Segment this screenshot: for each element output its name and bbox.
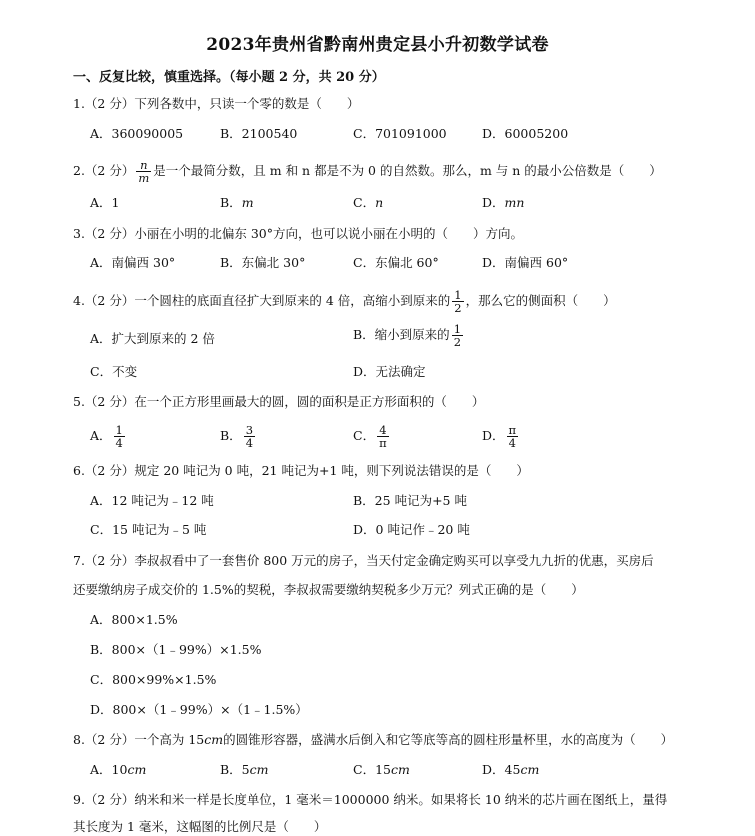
question-5: 5.（2 分）在一个正方形里画最大的圆，圆的面积是正方形面积的（ ） [73,394,485,409]
question-7-line1: 7.（2 分）李叔叔看中了一套售价 800 万元的房子，当天付定金确定购买可以享受九九折的优惠，买房后 [73,553,654,568]
q3-option-a[interactable]: A．南偏西 30° [90,255,176,270]
q2-number: 2.（2 分） [73,163,135,178]
q6-option-c[interactable]: C．15 吨记为﹣5 吨 [90,522,207,537]
q6-option-d[interactable]: D．0 吨记作﹣20 吨 [353,522,470,537]
q4-fraction: $\frac{1}{2}$ [454,288,462,315]
q8-option-a[interactable]: A．10cm [90,762,147,777]
q8-option-d[interactable]: D．45cm [482,762,540,777]
q4-option-a[interactable]: A．扩大到原来的 2 倍 [90,331,215,346]
q5-option-c[interactable]: C． $\frac{4}{\pi}$ [353,423,387,450]
q5-option-a[interactable]: A． $\frac{1}{4}$ [90,423,123,450]
q3-option-c[interactable]: C．东偏北 60° [353,255,439,270]
question-4: 4.（2 分）一个圆柱的底面直径扩大到原来的 4 倍，高缩小到原来的 $\frac{1}{2}$ ，那么它的侧面积（ ） [73,288,616,315]
q2-option-c[interactable]: C．n [353,195,384,210]
exam-title: 2023年贵州省黔南州贵定县小升初数学试卷 [206,35,549,55]
question-6: 6.（2 分）规定 20 吨记为 0 吨，21 吨记为+1 吨，则下列说法错误的是（ ） [73,463,529,478]
question-9-line2: 其长度为 1 毫米，这幅图的比例尺是（ ） [73,819,327,834]
question-9-line1: 9.（2 分）纳米和米一样是长度单位，1 毫米＝1000000 纳米。如果将长 10 纳米的芯片画在图纸上，量得 [73,792,668,807]
q7-option-b[interactable]: B．800×（1﹣99%）×1.5% [90,642,262,657]
q1-option-b[interactable]: B．2100540 [220,126,298,141]
question-3: 3.（2 分）小丽在小明的北偏东 30°方向，也可以说小丽在小明的（ ）方向。 [73,226,523,241]
q6-option-a[interactable]: A．12 吨记为﹣12 吨 [90,493,214,508]
q2-option-d[interactable]: D．mn [482,195,525,210]
q5-option-d[interactable]: D． $\frac{\pi}{4}$ [482,423,517,450]
question-2 [73,159,662,184]
q2-option-a[interactable]: A．1 [90,195,120,210]
q3-option-b[interactable]: B．东偏北 30° [220,255,306,270]
question-1: 1.（2 分）下列各数中，只读一个零的数是（ ） [73,96,360,111]
q7-option-c[interactable]: C．800×99%×1.5% [90,672,217,687]
q7-option-a[interactable]: A．800×1.5% [90,612,178,627]
q8-option-b[interactable]: B．5cm [220,762,269,777]
question-8: 8.（2 分）一个高为 15cm的圆锥形容器，盛满水后倒入和它等底等高的圆柱形量杯里，水的高度为（ ） [73,732,674,747]
q3-option-d[interactable]: D．南偏西 60° [482,255,569,270]
section-heading: 一、反复比较，慎重选择。（每小题 2 分，共 20 分） [73,70,385,85]
q4-option-d[interactable]: D．无法确定 [353,364,426,379]
q1-option-a[interactable]: A．360090005 [90,126,184,141]
q7-option-d[interactable]: D．800×（1﹣99%）×（1﹣1.5%） [90,702,308,717]
q1-option-d[interactable]: D．60005200 [482,126,569,141]
q8-option-c[interactable]: C．15cm [353,762,410,777]
q6-option-b[interactable]: B．25 吨记为+5 吨 [353,493,467,508]
q2-option-b[interactable]: B．m [220,195,254,210]
question-7-line2: 还要缴纳房子成交价的 1.5%的契税，李叔叔需要缴纳契税多少万元？列式正确的是（ ） [73,582,584,597]
q5-option-b[interactable]: B． $\frac{3}{4}$ [220,423,254,450]
q4-option-b[interactable]: B．缩小到原来的 $\frac{1}{2}$ [353,322,462,349]
q4-option-c[interactable]: C．不变 [90,364,138,379]
q2-text: 是一个最简分数，且 m 和 n 都是不为 0 的自然数。那么，m 与 n 的最小公倍数是（ ） [153,163,662,178]
q1-option-c[interactable]: C．701091000 [353,126,447,141]
q2-fraction: $\frac{n}{m}$ [138,158,150,185]
